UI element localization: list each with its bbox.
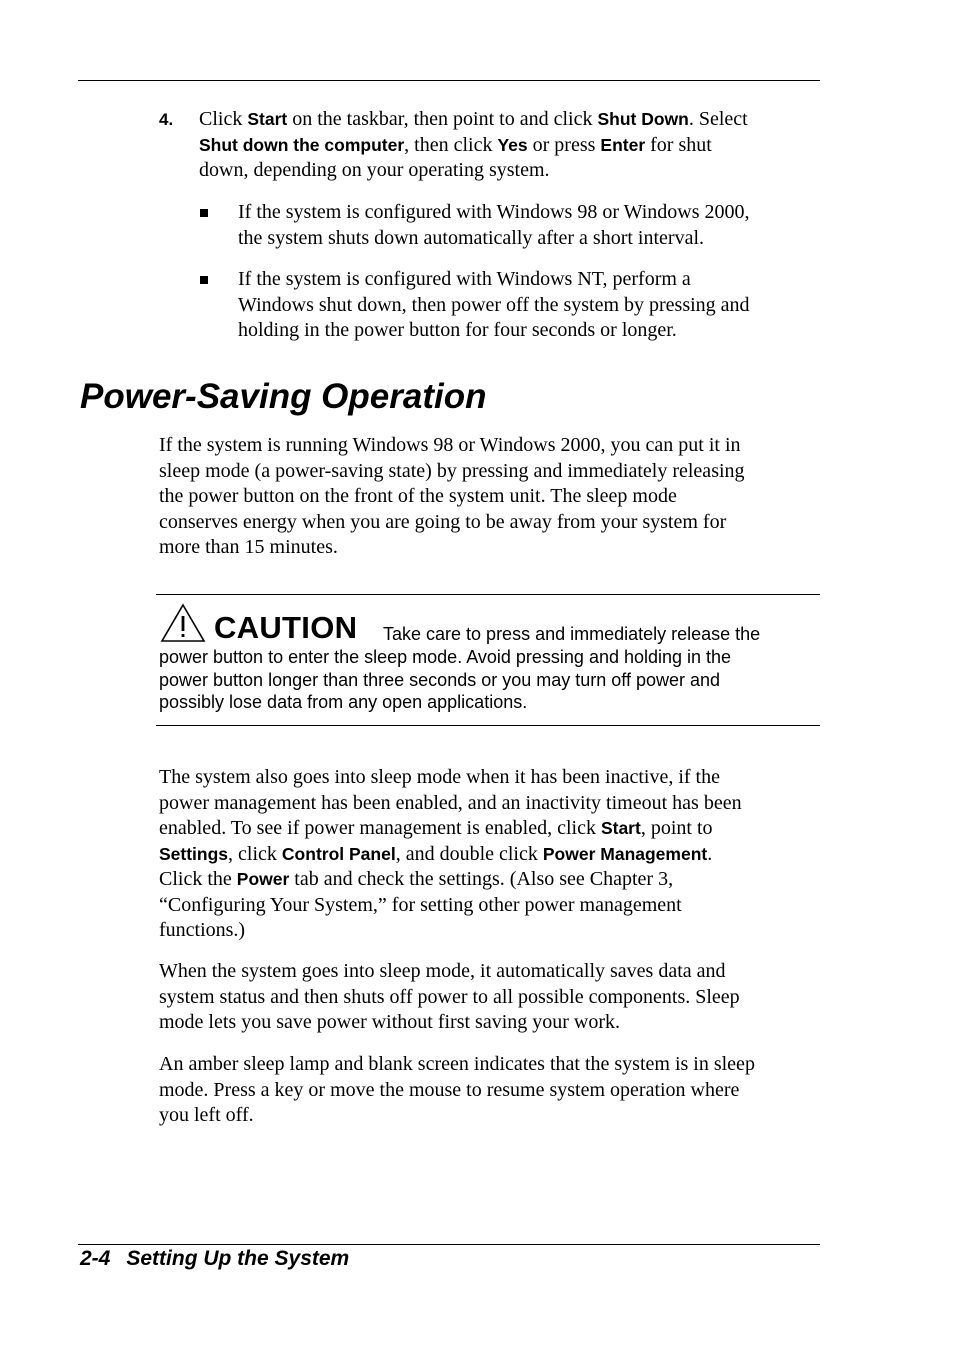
footer-rule [78,1244,820,1245]
caution-text: power button to enter the sleep mode. Avoid pressing and holding in the power button longer than three seconds or you may turn off power and possibly lose data from any open applications. [159,647,732,712]
intro-paragraph: If the system is running Windows 98 or Windows 2000, you can put it in sleep mode (a power-saving state) by pressing and immediately releasing the power button on the front of the system unit. The sleep mode conserves energy when you are going to be away from your system for more than 15 minutes. [159,434,745,558]
caution-text-line1: Take care to press and immediately release the [383,624,761,644]
page-number: 2-4 [80,1247,111,1270]
bullet-item: If the system is configured with Windows 98 or Windows 2000, the system shuts down automatically after a short interval. [238,201,750,249]
saving-paragraph: When the system goes into sleep mode, it automatically saves data and system status and then shuts off power to all possible components. Sleep mode lets you save power without first saving your work. [159,960,740,1033]
caution-bottom-rule [156,725,820,726]
square-bullet-icon [200,209,208,217]
sleep-lamp-paragraph: An amber sleep lamp and blank screen indicates that the system is in sleep mode. Press a key or move the mouse to resume system operation where you left off. [159,1053,755,1126]
warning-triangle-icon [160,603,206,643]
caution-top-rule [156,594,820,595]
page-footer [80,1247,349,1271]
step-number: 4. [159,110,174,129]
caution-label: CAUTION [214,610,358,645]
bullet-item: If the system is configured with Windows NT, perform a Windows shut down, then power off the system by pressing and holding in the power button for four seconds or longer. [238,268,750,341]
section-heading: Power-Saving Operation [80,377,487,416]
header-rule [78,80,820,81]
square-bullet-icon [200,276,208,284]
sleep-mode-paragraph: The system also goes into sleep mode when it has been inactive, if the power management has been enabled, and an inactivity timeout has been enabled. To see if power management is enabled, click Start, point to Settings, click Control Panel, and double click Power Management. Click the Power tab and check the settings. (Also see Chapter 3, “Configuring Your System,” for setting other power management functions.) [159,766,742,941]
step-text: Click Start on the taskbar, then point to and click Shut Down. Select Shut down the computer, then click Yes or press Enter for shut down, depending on your operating system. [199,108,748,181]
chapter-title: Setting Up the System [126,1247,350,1270]
